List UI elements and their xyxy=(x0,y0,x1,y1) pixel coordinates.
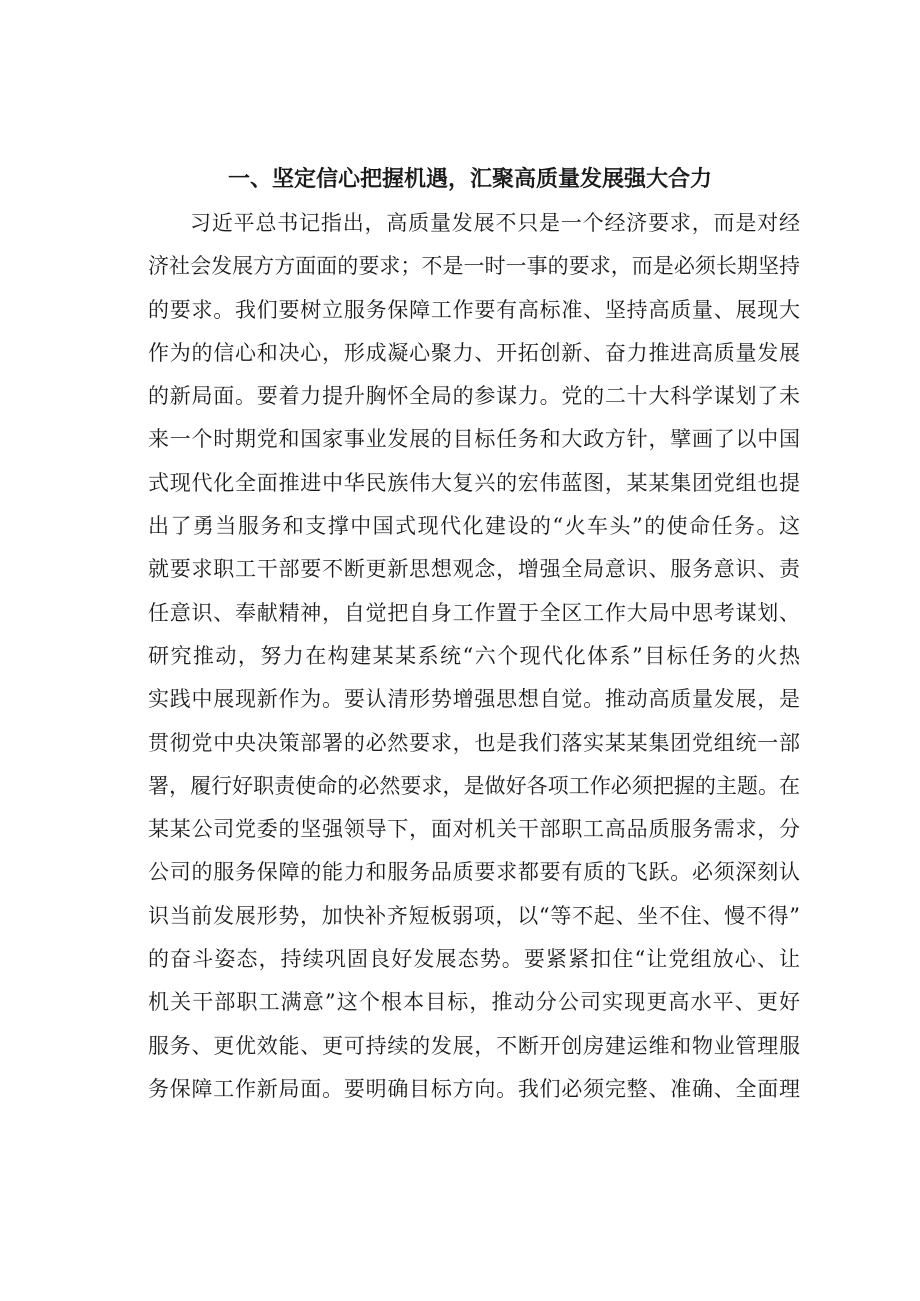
paragraph-line: 研究推动，努力在构建某某系统“六个现代化体系”目标任务的火热 xyxy=(148,643,800,668)
paragraph-line: 务保障工作新局面。要明确目标方向。我们必须完整、准确、全面理 xyxy=(148,1076,800,1101)
paragraph-line: 习近平总书记指出，高质量发展不只是一个经济要求，而是对经 xyxy=(190,211,800,235)
paragraph-line: 某某公司党委的坚强领导下，面对机关干部职工高品质服务需求，分 xyxy=(148,817,800,842)
paragraph-line: 来一个时期党和国家事业发展的目标任务和大政方针，擘画了以中国 xyxy=(148,427,800,452)
section-heading: 一、坚定信心把握机遇，汇聚高质量发展强大合力 xyxy=(227,167,712,192)
paragraph-line: 识当前发展形势，加快补齐短板弱项，以“等不起、坐不住、慢不得” xyxy=(148,903,800,928)
body-paragraph xyxy=(148,202,800,1111)
paragraph-line: 就要求职工干部要不断更新思想观念，增强全局意识、服务意识、责 xyxy=(148,557,800,582)
paragraph-line: 式现代化全面推进中华民族伟大复兴的宏伟蓝图，某某集团党组也提 xyxy=(148,470,800,495)
paragraph-line: 署，履行好职责使命的必然要求，是做好各项工作必须把握的主题。在 xyxy=(148,773,800,798)
paragraph-line: 济社会发展方方面面的要求；不是一时一事的要求，而是必须长期坚持 xyxy=(148,254,800,279)
paragraph-line: 的要求。我们要树立服务保障工作要有高标准、坚持高质量、展现大 xyxy=(148,297,800,322)
paragraph-line: 公司的服务保障的能力和服务品质要求都要有质的飞跃。必须深刻认 xyxy=(148,860,800,885)
paragraph-line: 出了勇当服务和支撑中国式现代化建设的“火车头”的使命任务。这 xyxy=(148,514,800,539)
paragraph-line: 作为的信心和决心，形成凝心聚力、开拓创新、奋力推进高质量发展 xyxy=(148,340,800,365)
paragraph-line: 实践中展现新作为。要认清形势增强思想自觉。推动高质量发展，是 xyxy=(148,687,800,712)
paragraph-line: 服务、更优效能、更可持续的发展，不断开创房建运维和物业管理服 xyxy=(148,1033,800,1058)
paragraph-line: 的奋斗姿态，持续巩固良好发展态势。要紧紧扣住“让党组放心、让 xyxy=(148,947,800,972)
paragraph-line: 的新局面。要着力提升胸怀全局的参谋力。党的二十大科学谋划了未 xyxy=(148,384,800,409)
paragraph-line: 贯彻党中央决策部署的必然要求，也是我们落实某某集团党组统一部 xyxy=(148,730,800,755)
paragraph-line: 任意识、奉献精神，自觉把自身工作置于全区工作大局中思考谋划、 xyxy=(148,600,800,625)
paragraph-line: 机关干部职工满意”这个根本目标，推动分公司实现更高水平、更好 xyxy=(148,990,800,1015)
